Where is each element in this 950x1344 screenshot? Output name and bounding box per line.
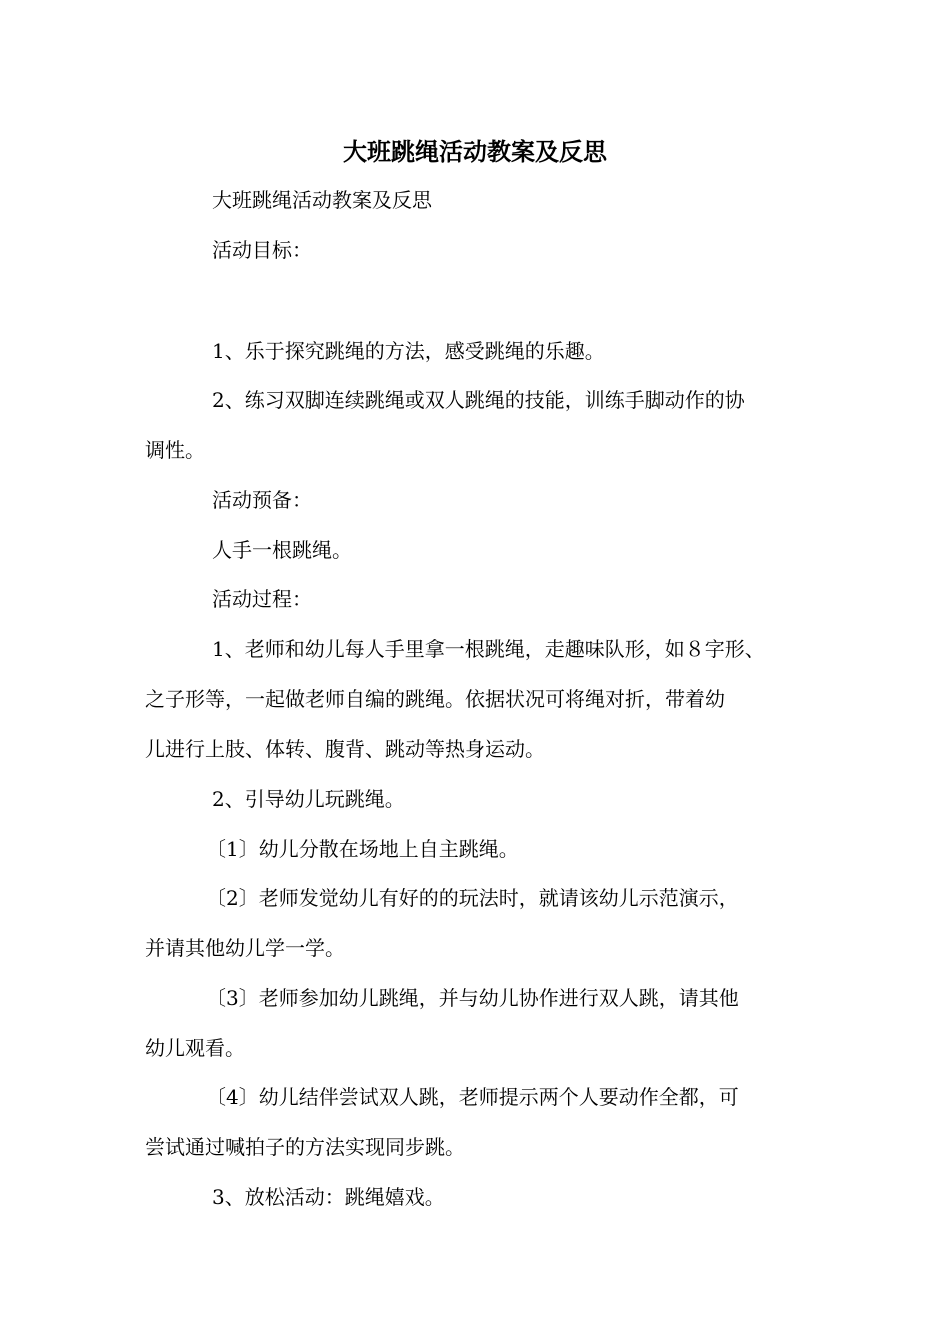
paragraph-line: 尝试通过喊拍子的方法实现同步跳。: [145, 1135, 465, 1159]
paragraph-line: 幼儿观看。: [145, 1036, 245, 1060]
paragraph-line: 并请其他幼儿学一学。: [145, 936, 345, 960]
paragraph-line: 人手一根跳绳。: [212, 538, 352, 562]
paragraph-line: 3、放松活动：跳绳嬉戏。: [212, 1185, 445, 1209]
paragraph-line: 〔3〕老师参加幼儿跳绳，并与幼儿协作进行双人跳，请其他: [206, 986, 739, 1010]
paragraph-line: 2、练习双脚连续跳绳或双人跳绳的技能，训练手脚动作的协: [212, 388, 745, 412]
paragraph-line: 1、老师和幼儿每人手里拿一根跳绳，走趣味队形，如８字形、: [212, 637, 765, 661]
section-heading-preparation: 活动预备：: [212, 488, 312, 512]
paragraph-line: 儿进行上肢、体转、腹背、跳动等热身运动。: [145, 737, 545, 761]
paragraph-line: 2、引导幼儿玩跳绳。: [212, 787, 405, 811]
subtitle-line: 大班跳绳活动教案及反思: [212, 188, 432, 212]
paragraph-line: 〔1〕幼儿分散在场地上自主跳绳。: [206, 837, 519, 861]
paragraph-line: 〔2〕老师发觉幼儿有好的的玩法时，就请该幼儿示范演示，: [206, 886, 739, 910]
section-heading-goals: 活动目标：: [212, 238, 312, 262]
document-title: 大班跳绳活动教案及反思: [343, 137, 607, 166]
section-heading-process: 活动过程：: [212, 587, 312, 611]
paragraph-line: 〔4〕幼儿结伴尝试双人跳，老师提示两个人要动作全都，可: [206, 1085, 739, 1109]
paragraph-line: 1、乐于探究跳绳的方法，感受跳绳的乐趣。: [212, 339, 605, 363]
paragraph-line: 调性。: [145, 438, 205, 462]
paragraph-line: 之子形等，一起做老师自编的跳绳。依据状况可将绳对折，带着幼: [145, 687, 725, 711]
